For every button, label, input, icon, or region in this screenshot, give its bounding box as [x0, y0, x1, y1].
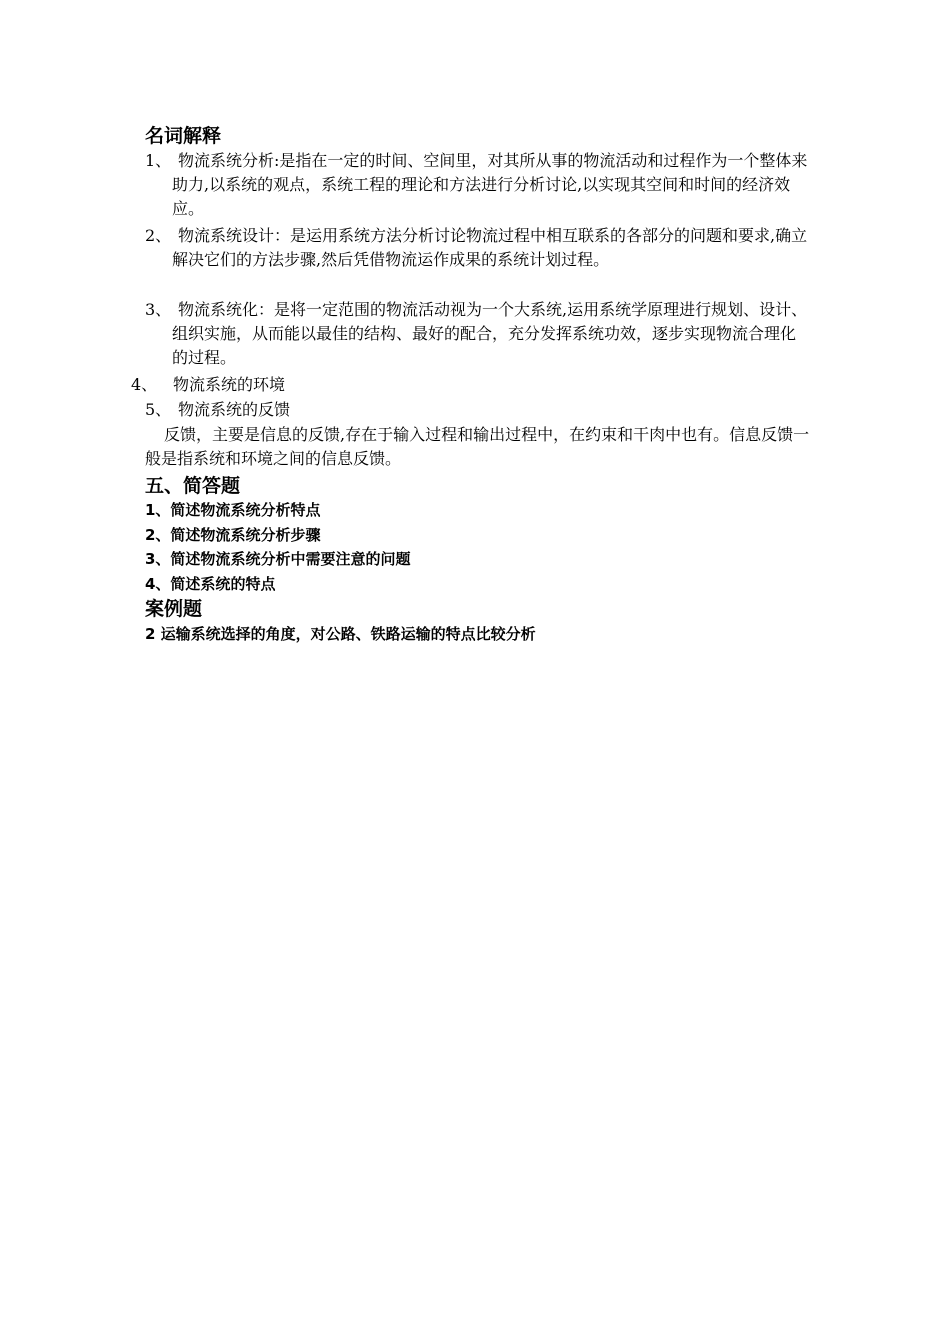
- term-item-text: 物流系统的反馈: [178, 400, 291, 419]
- term-item-text: 物流系统分析:是指在一定的时间、空间里，对其所从事的物流活动和过程作为一个整体来助力,以系统的观点，系统工程的理论和方法进行分析讨论,以实现其空间和时间的经济效应。: [172, 151, 808, 218]
- term-item-5: [145, 398, 290, 422]
- short-answer-item-1: 1、简述物流系统分析特点: [145, 501, 321, 519]
- term-item-number: 5、: [145, 400, 172, 419]
- short-answer-item-2: 2、简述物流系统分析步骤: [145, 526, 321, 544]
- term-item-3: [145, 298, 810, 370]
- term-item-2: [145, 224, 810, 272]
- term-item-4: [131, 373, 285, 397]
- heading-term-explanation: 名词解释: [145, 125, 222, 147]
- case-item-1: 2 运输系统选择的角度，对公路、铁路运输的特点比较分析: [145, 625, 536, 643]
- term-item-text: 物流系统的环境: [173, 375, 286, 394]
- term-item-text: 物流系统设计：是运用系统方法分析讨论物流过程中相互联系的各部分的问题和要求,确立解决它们的方法步骤,然后凭借物流运作成果的系统计划过程。: [172, 226, 808, 269]
- short-answer-item-3: 3、简述物流系统分析中需要注意的问题: [145, 550, 411, 568]
- term-item-text: 物流系统化：是将一定范围的物流活动视为一个大系统,运用系统学原理进行规划、设计、组织实施，从而能以最佳的结构、最好的配合，充分发挥系统功效，逐步实现物流合理化的过程。: [172, 300, 808, 367]
- term-item-1: [145, 149, 810, 221]
- term-item-number: 3、: [145, 300, 172, 319]
- heading-case-study: 案例题: [145, 598, 203, 620]
- term-item-number: 2、: [145, 226, 172, 245]
- term-item-number: 4、: [131, 375, 158, 394]
- short-answer-item-4: 4、简述系统的特点: [145, 575, 276, 593]
- term-item-number: 1、: [145, 151, 172, 170]
- feedback-paragraph: 反馈，主要是信息的反馈,存在于输入过程和输出过程中，在约束和干肉中也有。信息反馈一般是指系统和环境之间的信息反馈。: [145, 425, 810, 468]
- heading-short-answer: 五、简答题: [145, 475, 241, 497]
